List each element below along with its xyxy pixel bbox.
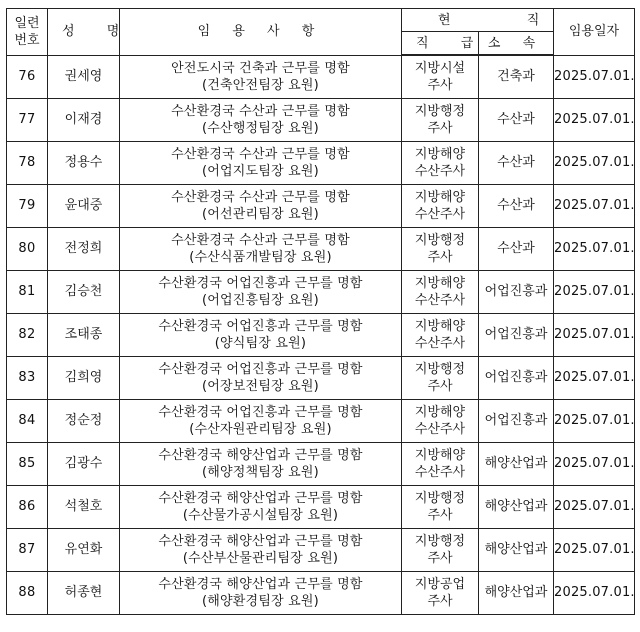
table-row [7,227,635,270]
rank-line2: 수산주사 [414,421,466,437]
header-serial-number [7,9,48,56]
appointment-assignment: 수산환경국 어업진흥과 근무를 명함 [158,361,363,377]
appointment-assignment: 수산환경국 해양산업과 근무를 명함 [158,576,363,592]
rank-line2: 수산주사 [414,292,466,308]
department-cell: 어업진흥과 [479,356,554,399]
table-row [7,55,635,98]
appointment-assignment: 수산환경국 수산과 근무를 명함 [171,232,350,248]
appointment-details-cell [120,98,402,141]
department-cell: 해양산업과 [479,442,554,485]
rank-line2: 주사 [427,77,453,93]
appointment-date-cell: 2025.07.01. [554,356,635,399]
serial-number-cell: 79 [7,184,48,227]
header-serial-line2: 번호 [14,32,40,48]
appointment-role: (수산자원관리팀장 요원) [189,421,332,437]
serial-number-cell: 88 [7,571,48,614]
department-cell: 수산과 [479,227,554,270]
rank-line1: 지방해양 [414,404,466,420]
appointment-role: (해양환경팀장 요원) [202,593,319,609]
rank-line2: 주사 [427,593,453,609]
rank-line1: 지방해양 [414,189,466,205]
department-cell: 수산과 [479,141,554,184]
appointment-details-cell [120,571,402,614]
serial-number-cell: 87 [7,528,48,571]
rank-line2: 주사 [427,550,453,566]
table-row [7,270,635,313]
appointment-date-cell: 2025.07.01. [554,98,635,141]
table-body [7,55,635,614]
rank-cell [402,55,479,98]
rank-line1: 지방행정 [414,361,466,377]
rank-line2: 주사 [427,378,453,394]
rank-cell [402,313,479,356]
appointment-assignment: 수산환경국 해양산업과 근무를 명함 [158,490,363,506]
appointment-document [6,8,634,624]
appointment-date-cell: 2025.07.01. [554,313,635,356]
rank-line2: 주사 [427,507,453,523]
name-cell: 전정희 [48,227,120,270]
rank-line2: 수산주사 [414,163,466,179]
header-department: 소 속 [479,32,554,56]
table-row [7,528,635,571]
appointment-assignment: 수산환경국 어업진흥과 근무를 명함 [158,404,363,420]
appointment-role: (어선관리팀장 요원) [202,206,319,222]
appointment-date-cell: 2025.07.01. [554,227,635,270]
appointment-role: (해양정책팀장 요원) [202,464,319,480]
department-cell: 해양산업과 [479,485,554,528]
rank-cell [402,141,479,184]
appointment-details-cell [120,313,402,356]
appointment-role: (수산물가공시설팀장 요원) [182,507,339,523]
appointment-role: (어업지도팀장 요원) [202,163,319,179]
department-cell: 어업진흥과 [479,399,554,442]
name-cell: 권세영 [48,55,120,98]
name-cell: 유연화 [48,528,120,571]
rank-cell [402,485,479,528]
appointment-details-cell [120,184,402,227]
header-serial-line1: 일련 [14,15,40,31]
appointment-role: (수산식품개발팀장 요원) [189,249,332,265]
serial-number-cell: 78 [7,141,48,184]
rank-cell [402,270,479,313]
appointment-date-cell: 2025.07.01. [554,55,635,98]
rank-line1: 지방행정 [414,232,466,248]
rank-line2: 수산주사 [414,335,466,351]
serial-number-cell: 80 [7,227,48,270]
name-cell: 이재경 [48,98,120,141]
rank-cell [402,528,479,571]
appointment-date-cell: 2025.07.01. [554,141,635,184]
serial-number-cell: 77 [7,98,48,141]
appointment-date-cell: 2025.07.01. [554,270,635,313]
name-cell: 윤대중 [48,184,120,227]
table-row [7,184,635,227]
appointment-details-cell [120,356,402,399]
appointment-assignment: 수산환경국 어업진흥과 근무를 명함 [158,318,363,334]
department-cell: 수산과 [479,184,554,227]
name-cell: 조태종 [48,313,120,356]
table-row [7,141,635,184]
header-name: 성 명 [48,9,120,56]
appointment-date-cell: 2025.07.01. [554,571,635,614]
rank-cell [402,227,479,270]
name-cell: 김희영 [48,356,120,399]
name-cell: 허종현 [48,571,120,614]
serial-number-cell: 76 [7,55,48,98]
rank-line2: 수산주사 [414,464,466,480]
rank-line2: 주사 [427,120,453,136]
serial-number-cell: 83 [7,356,48,399]
rank-line1: 지방공업 [414,576,466,592]
name-cell: 정용수 [48,141,120,184]
rank-line2: 주사 [427,249,453,265]
header-appointment-date: 임용일자 [554,9,635,56]
table-row [7,313,635,356]
appointment-assignment: 수산환경국 해양산업과 근무를 명함 [158,447,363,463]
rank-cell [402,184,479,227]
department-cell: 건축과 [479,55,554,98]
appointment-assignment: 안전도시국 건축과 근무를 명함 [171,60,350,76]
rank-line1: 지방해양 [414,275,466,291]
name-cell: 정순정 [48,399,120,442]
serial-number-cell: 84 [7,399,48,442]
appointment-role: (수산행정팀장 요원) [202,120,319,136]
rank-cell [402,399,479,442]
rank-cell [402,98,479,141]
table-row [7,485,635,528]
table-header [7,9,635,56]
rank-line1: 지방시설 [414,60,466,76]
department-cell: 해양산업과 [479,528,554,571]
appointment-details-cell [120,442,402,485]
appointment-assignment: 수산환경국 어업진흥과 근무를 명함 [158,275,363,291]
table-row [7,571,635,614]
department-cell: 어업진흥과 [479,313,554,356]
appointment-date-cell: 2025.07.01. [554,485,635,528]
appointment-details-cell [120,55,402,98]
appointment-assignment: 수산환경국 수산과 근무를 명함 [171,189,350,205]
rank-line2: 수산주사 [414,206,466,222]
appointment-assignment: 수산환경국 수산과 근무를 명함 [171,146,350,162]
rank-line1: 지방해양 [414,447,466,463]
appointment-role: (양식팀장 요원) [214,335,307,351]
appointment-details-cell [120,227,402,270]
name-cell: 석철호 [48,485,120,528]
appointment-details-cell [120,528,402,571]
appointment-table [6,8,635,615]
department-cell: 수산과 [479,98,554,141]
appointment-role: (어장보전팀장 요원) [202,378,319,394]
appointment-date-cell: 2025.07.01. [554,399,635,442]
rank-line1: 지방행정 [414,490,466,506]
header-appointment-details: 임 용 사 항 [120,9,402,56]
appointment-role: (어업진흥팀장 요원) [202,292,319,308]
serial-number-cell: 85 [7,442,48,485]
department-cell: 어업진흥과 [479,270,554,313]
table-row [7,442,635,485]
serial-number-cell: 82 [7,313,48,356]
appointment-details-cell [120,141,402,184]
rank-cell [402,571,479,614]
serial-number-cell: 81 [7,270,48,313]
rank-cell [402,442,479,485]
rank-line1: 지방행정 [414,533,466,549]
name-cell: 김승천 [48,270,120,313]
rank-line1: 지방해양 [414,318,466,334]
appointment-details-cell [120,270,402,313]
name-cell: 김광수 [48,442,120,485]
appointment-details-cell [120,399,402,442]
table-row [7,399,635,442]
appointment-assignment: 수산환경국 수산과 근무를 명함 [171,103,350,119]
table-row [7,98,635,141]
serial-number-cell: 86 [7,485,48,528]
appointment-date-cell: 2025.07.01. [554,184,635,227]
rank-cell [402,356,479,399]
rank-line1: 지방행정 [414,103,466,119]
appointment-assignment: 수산환경국 해양산업과 근무를 명함 [158,533,363,549]
appointment-role: (수산부산물관리팀장 요원) [182,550,339,566]
header-rank: 직 급 [402,32,479,56]
appointment-role: (건축안전팀장 요원) [202,77,319,93]
appointment-date-cell: 2025.07.01. [554,442,635,485]
department-cell: 해양산업과 [479,571,554,614]
rank-line1: 지방해양 [414,146,466,162]
header-current-position: 현 직 [402,9,554,32]
table-row [7,356,635,399]
appointment-details-cell [120,485,402,528]
appointment-date-cell: 2025.07.01. [554,528,635,571]
